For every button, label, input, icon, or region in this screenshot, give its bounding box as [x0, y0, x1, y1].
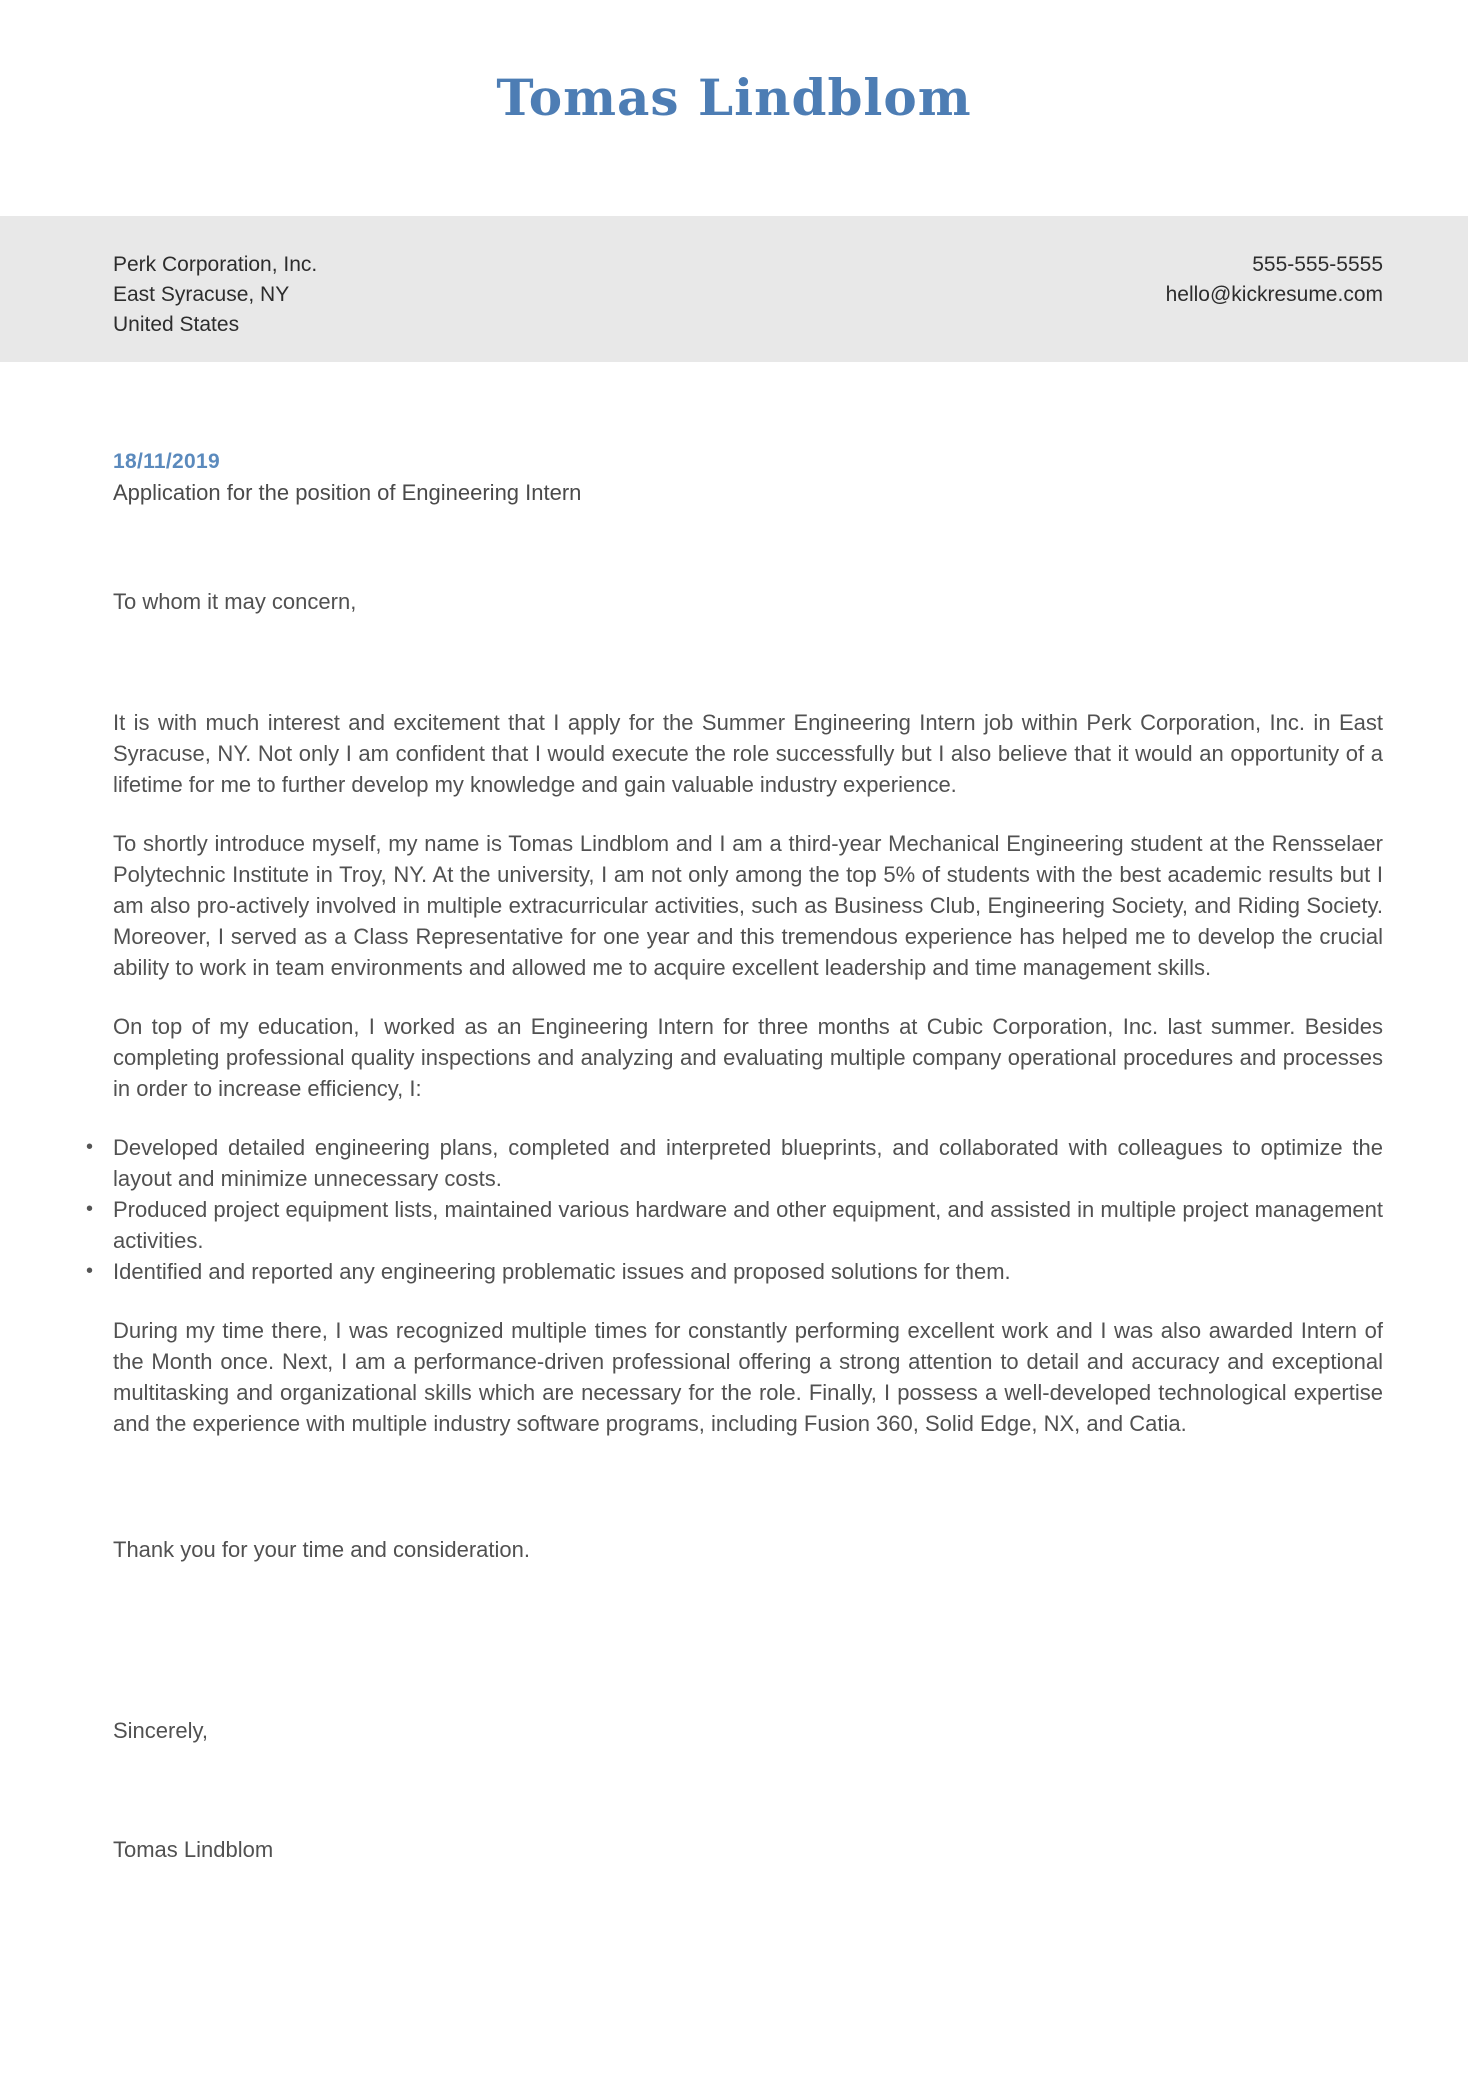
recipient-address-block: [113, 250, 317, 362]
sender-email: hello@kickresume.com: [1165, 283, 1383, 306]
recipient-company: Perk Corporation, Inc.: [113, 253, 318, 276]
letter-date: 18/11/2019: [113, 450, 220, 473]
header-contact-band: [0, 216, 1468, 362]
page-title: Tomas Lindblom: [496, 68, 972, 127]
salutation: To whom it may concern,: [113, 589, 357, 614]
sender-contact-block: [1166, 250, 1383, 362]
signoff: Sincerely,: [113, 1718, 208, 1743]
letter-body: [0, 446, 1468, 1865]
body-paragraph-intro: It is with much interest and excitement that I apply for the Summer Engineering Intern job within Perk Corporation, Inc. in East Syracuse, NY. Not only I am confident that I would execute the role successfully but I also believe that it would an opportunity of a lifetime for me to further develop my knowledge and gain valuable industry experience.: [113, 710, 1383, 797]
sender-phone: 555-555-5555: [1252, 253, 1383, 276]
list-item: • Developed detailed engineering plans, completed and interpreted blueprints, and collaborated with colleagues to optimize the layout and minimize unnecessary costs.: [113, 1132, 1383, 1194]
letter-subject-line: Application for the position of Engineering Intern: [113, 480, 582, 505]
list-item: • Produced project equipment lists, maintained various hardware and other equipment, and assisted in multiple project management activities.: [113, 1194, 1383, 1256]
signature-name: Tomas Lindblom: [113, 1837, 274, 1862]
recipient-city: East Syracuse, NY: [113, 283, 290, 306]
thanks-line: Thank you for your time and consideration.: [113, 1537, 531, 1562]
body-paragraph-experience: On top of my education, I worked as an Engineering Intern for three months at Cubic Corporation, Inc. last summer. Besides completing professional quality inspections and analyzing and evaluating multiple company operational procedures and processes in order to increase efficiency, I:: [113, 1014, 1383, 1101]
body-paragraph-background: To shortly introduce myself, my name is Tomas Lindblom and I am a third-year Mechanical Engineering student at the Rensselaer Polytechnic Institute in Troy, NY. At the university, I am not only among the top 5% of students with the best academic results but I am also pro-actively involved in multiple extracurricular activities, such as Business Club, Engineering Society, and Riding Society. Moreover, I served as a Class Representative for one year and this tremendous experience has helped me to develop the crucial ability to work in team environments and allowed me to acquire excellent leadership and time management skills.: [113, 831, 1383, 980]
body-paragraph-closing: During my time there, I was recognized multiple times for constantly performing excellent work and I was also awarded Intern of the Month once. Next, I am a performance-driven professional offering a strong attention to detail and accuracy and exceptional multitasking and organizational skills which are necessary for the role. Finally, I possess a well-developed technological expertise and the experience with multiple industry software programs, including Fusion 360, Solid Edge, NX, and Catia.: [113, 1318, 1383, 1436]
recipient-country: United States: [113, 313, 240, 336]
list-item: • Identified and reported any engineering problematic issues and proposed solutions for them.: [113, 1256, 1383, 1287]
achievements-list: [113, 1132, 1383, 1287]
